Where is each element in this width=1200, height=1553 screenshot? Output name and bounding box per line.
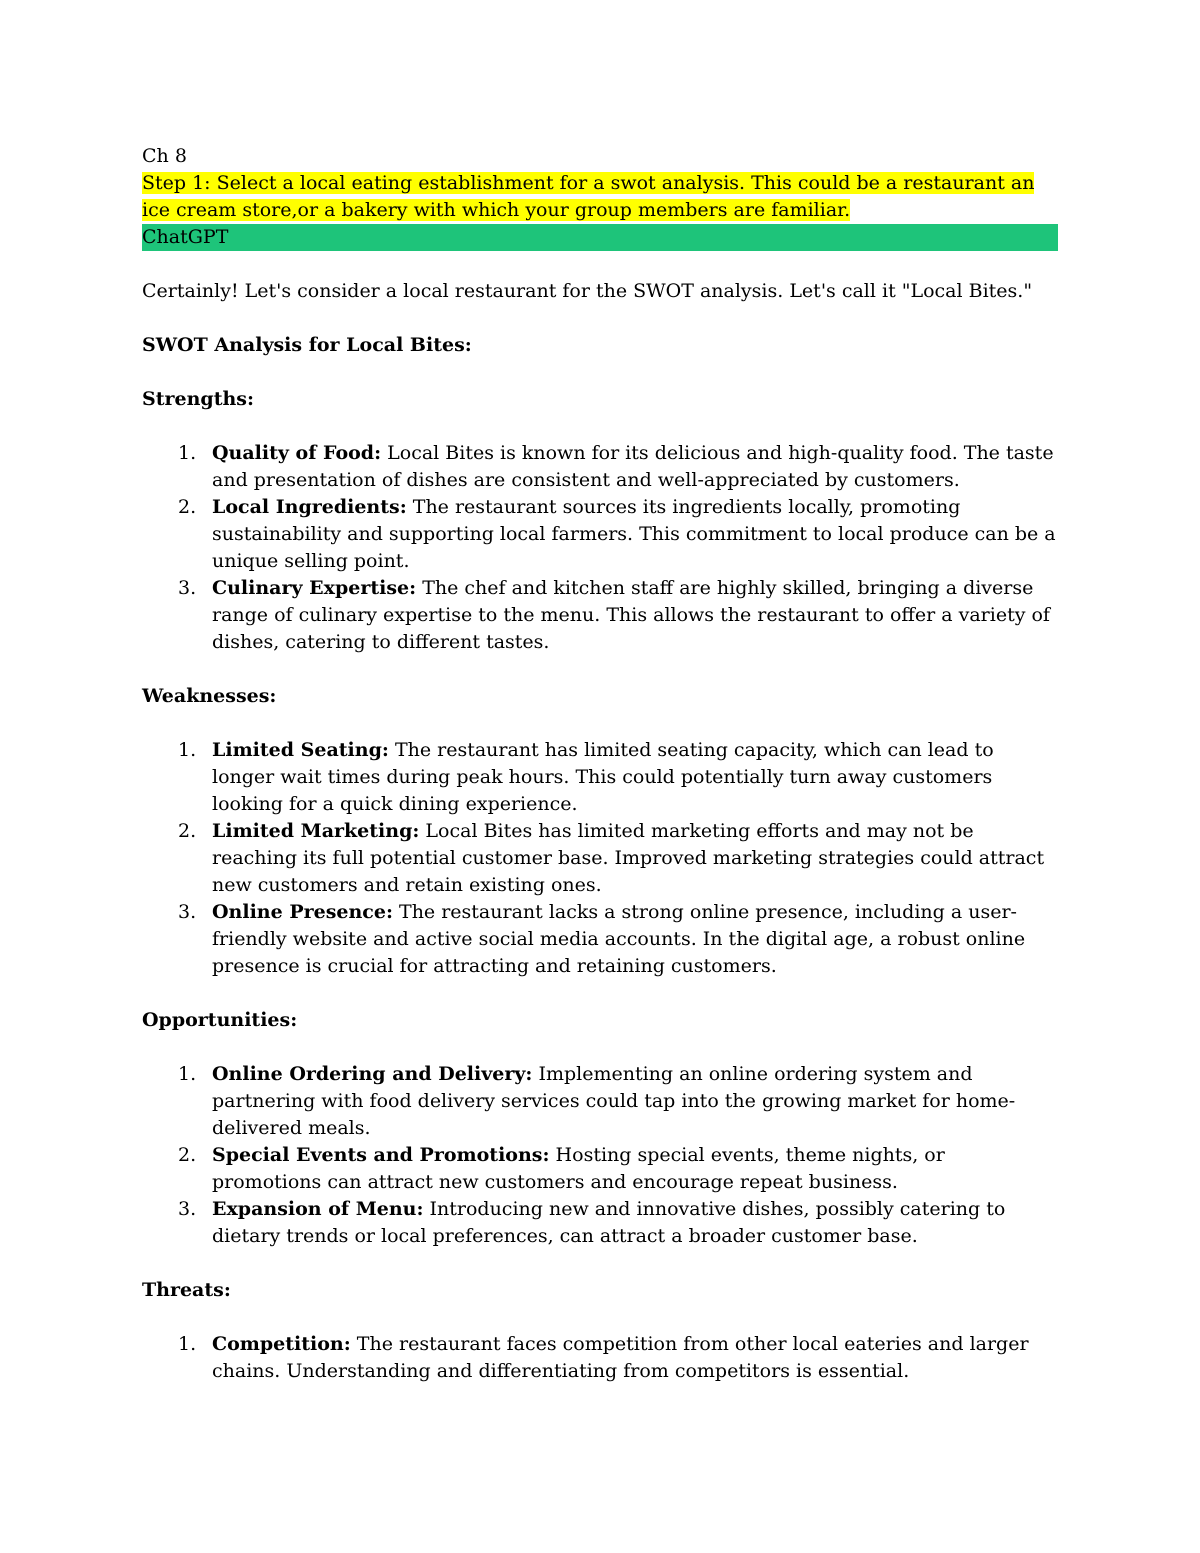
list-number: 3. xyxy=(178,1198,197,1220)
opportunities-list xyxy=(142,1061,1058,1250)
threats-list xyxy=(142,1331,1058,1385)
list-number: 2. xyxy=(178,1144,197,1166)
list-item xyxy=(142,1061,1058,1142)
item-text: The restaurant has limited seating capacity, which can lead to longer wait times during peak hours. This could potentially turn away customers looking for a quick dining experience. xyxy=(212,739,994,815)
section-heading: Threats: xyxy=(142,1279,231,1301)
list-number: 1. xyxy=(178,739,197,761)
list-number: 1. xyxy=(178,1333,197,1355)
list-number: 1. xyxy=(178,1063,197,1085)
section-heading: Weaknesses: xyxy=(142,685,277,707)
item-text: The restaurant sources its ingredients locally, promoting sustainability and supporting local farmers. This commitment to local produce can be a unique selling point. xyxy=(212,496,1056,572)
analysis-title: SWOT Analysis for Local Bites: xyxy=(142,334,472,356)
strengths-list xyxy=(142,440,1058,656)
step1-instruction xyxy=(142,170,1058,224)
section-heading: Strengths: xyxy=(142,388,254,410)
list-item xyxy=(142,737,1058,818)
list-number: 2. xyxy=(178,496,197,518)
list-item xyxy=(142,899,1058,980)
list-item xyxy=(142,1331,1058,1385)
list-item xyxy=(142,575,1058,656)
list-number: 1. xyxy=(178,442,197,464)
item-term: Special Events and Promotions: xyxy=(212,1144,550,1166)
item-text: Local Bites is known for its delicious and high-quality food. The taste and presentation of dishes are consistent and well-appreciated by customers. xyxy=(212,442,1054,491)
item-term: Online Presence: xyxy=(212,901,393,923)
document-content xyxy=(142,143,1058,1385)
swot-section-threats xyxy=(142,1277,1058,1385)
section-heading: Opportunities: xyxy=(142,1009,298,1031)
item-text: Implementing an online ordering system and partnering with food delivery services could tap into the growing market for home-delivered meals. xyxy=(212,1063,1016,1139)
item-text: Introducing new and innovative dishes, possibly catering to dietary trends or local preferences, can attract a broader customer base. xyxy=(212,1198,1006,1247)
list-number: 3. xyxy=(178,577,197,599)
swot-section-opportunities xyxy=(142,1007,1058,1250)
list-item xyxy=(142,1196,1058,1250)
step1-highlight: Step 1: Select a local eating establishment for a swot analysis. This could be a restaurant an ice cream store,or a bakery with which your group members are familiar. xyxy=(142,172,1035,221)
item-term: Limited Seating: xyxy=(212,739,389,761)
chatgpt-label: ChatGPT xyxy=(142,224,1058,251)
item-text: Local Bites has limited marketing efforts and may not be reaching its full potential customer base. Improved marketing strategies could attract new customers and retain existing ones. xyxy=(212,820,1045,896)
item-term: Online Ordering and Delivery: xyxy=(212,1063,533,1085)
item-term: Culinary Expertise: xyxy=(212,577,417,599)
item-term: Competition: xyxy=(212,1333,351,1355)
item-term: Quality of Food: xyxy=(212,442,382,464)
intro-paragraph: Certainly! Let's consider a local restaurant for the SWOT analysis. Let's call it "Local Bites." xyxy=(142,280,1033,302)
list-item xyxy=(142,1142,1058,1196)
swot-section-weaknesses xyxy=(142,683,1058,980)
item-term: Local Ingredients: xyxy=(212,496,407,518)
item-text: The restaurant faces competition from other local eateries and larger chains. Understanding and differentiating from competitors is essential. xyxy=(212,1333,1029,1382)
list-item xyxy=(142,818,1058,899)
item-term: Expansion of Menu: xyxy=(212,1198,424,1220)
item-text: The restaurant lacks a strong online presence, including a user-friendly website and active social media accounts. In the digital age, a robust online presence is crucial for attracting and retaining customers. xyxy=(212,901,1026,977)
swot-section-strengths xyxy=(142,386,1058,656)
item-text: The chef and kitchen staff are highly skilled, bringing a diverse range of culinary expertise to the menu. This allows the restaurant to offer a variety of dishes, catering to different tastes. xyxy=(212,577,1050,653)
chapter-label: Ch 8 xyxy=(142,145,187,167)
list-number: 2. xyxy=(178,820,197,842)
weaknesses-list xyxy=(142,737,1058,980)
list-item xyxy=(142,440,1058,494)
list-number: 3. xyxy=(178,901,197,923)
item-text: Hosting special events, theme nights, or promotions can attract new customers and encourage repeat business. xyxy=(212,1144,945,1193)
item-term: Limited Marketing: xyxy=(212,820,420,842)
list-item xyxy=(142,494,1058,575)
